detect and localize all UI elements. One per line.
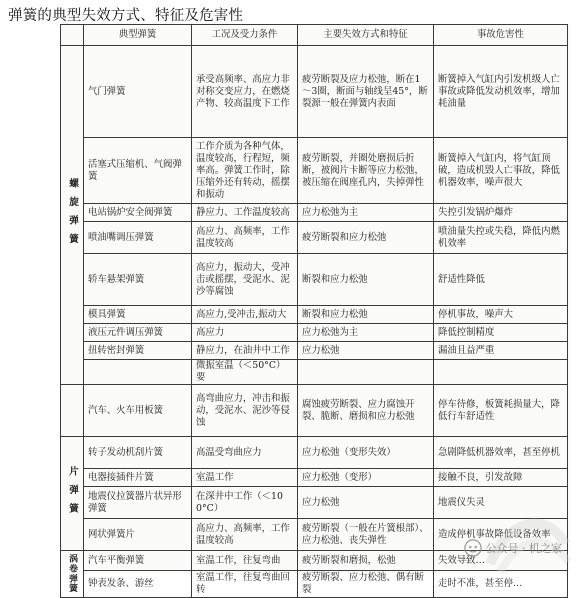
row-name: 轿车悬架弹簧: [84, 254, 192, 306]
row-hazard: 造成停机事故降低设备效率: [434, 519, 568, 551]
left-frame-line: [60, 24, 61, 574]
table-row: [61, 222, 568, 254]
page-title: 弹簧的典型失效方式、特征及危害性: [8, 8, 244, 24]
row-hazard: 断簧掉入气缸内引发机级人亡事故或降低发动机效率，增加耗油量: [434, 46, 568, 138]
row-hazard: 失控引发锅炉爆炸: [434, 204, 568, 222]
wechat-logo-icon: [464, 539, 482, 557]
row-condition: 高应力，振动大，受冲击或摇摆，受泥水、泥沙等腐蚀: [192, 254, 298, 306]
row-name: 喷油嘴调压弹簧: [84, 222, 192, 254]
row-hazard: 失效导致…: [434, 551, 568, 571]
table-row: [61, 306, 568, 324]
row-name: 扭转密封弹簧: [84, 342, 192, 360]
header-row: [61, 25, 568, 46]
group-label-leaf: [61, 385, 84, 437]
row-condition: 室温工作，往复弯曲回转: [192, 571, 298, 598]
row-hazard: 急剧降低机器效率，甚至停机: [434, 437, 568, 469]
row-name: 地震仪拉簧器片状异形弹簧: [84, 487, 192, 519]
row-name: 转子发动机刮片簧: [84, 437, 192, 469]
table-row: [61, 360, 568, 385]
row-condition: 高应力、高频率，工作温度较高: [192, 519, 298, 551]
row-failure: 断裂和应力松弛: [298, 254, 434, 306]
row-condition: 高应力,受冲击,振动大: [192, 306, 298, 324]
row-failure: [298, 360, 434, 385]
row-condition: 静应力、工作温度较高: [192, 204, 298, 222]
row-name: [84, 360, 192, 385]
row-hazard: 接触不良，引发故障: [434, 469, 568, 487]
row-failure: 疲劳断裂、应力松弛、偶有断裂: [298, 571, 434, 598]
row-condition: 高弯曲应力，冲击和振动，受泥水、泥沙等侵蚀: [192, 385, 298, 437]
row-failure: 腐蚀疲劳断裂、应力腐蚀开裂、脆断、磨损和应力松弛: [298, 385, 434, 437]
row-condition: 工作介质为各种气体，温度较高，行程短，频率高。弹簧工作时，除压缩外还有转动，摇摆和振动: [192, 138, 298, 204]
watermark-text: 公众号 · 机之家: [485, 542, 562, 555]
group-label-flat: 片弹簧: [61, 437, 84, 551]
row-condition: 高温受弯曲应力: [192, 437, 298, 469]
table-row: [61, 469, 568, 487]
table-row: [61, 254, 568, 306]
row-condition: 微振室温（＜50°C）要: [192, 360, 298, 385]
row-failure: 应力松弛（变形）: [298, 469, 434, 487]
row-condition: 静应力，在油井中工作: [192, 342, 298, 360]
watermark: [464, 536, 563, 560]
row-hazard: 断簧掉入气缸内，将气缸顶破，造成机毁人亡事故，降低机器效率，噪声很大: [434, 138, 568, 204]
row-hazard: 漏油且益严重: [434, 342, 568, 360]
row-hazard: 舒适性降低: [434, 254, 568, 306]
row-condition: 高应力、高频率，工作温度较高: [192, 222, 298, 254]
table-row: [61, 138, 568, 204]
row-hazard: [434, 360, 568, 385]
row-failure: 疲劳断裂和应力松弛: [298, 222, 434, 254]
row-hazard: 走时不准，甚至停…: [434, 571, 568, 598]
row-condition: 在深井中工作（＜100°C）: [192, 487, 298, 519]
header-hazard: 事故危害性: [434, 25, 568, 46]
row-name: 电器接插件片簧: [84, 469, 192, 487]
table-row: [61, 437, 568, 469]
row-name: 电站锅炉安全阀弹簧: [84, 204, 192, 222]
row-name: 汽车平衡弹簧: [84, 551, 192, 571]
row-name: 网状弹簧片: [84, 519, 192, 551]
row-failure: 断裂和应力松弛: [298, 306, 434, 324]
row-failure: 疲劳断裂，并圈处磨损后折断，被阀片卡断等应力松弛，被压缩在阀座孔内，失掉弹性: [298, 138, 434, 204]
row-hazard: 地震仪失灵: [434, 487, 568, 519]
row-name: 模具弹簧: [84, 306, 192, 324]
row-failure: 应力松弛为主: [298, 204, 434, 222]
row-hazard: 降低控制精度: [434, 324, 568, 342]
table-row: [61, 385, 568, 437]
row-failure: 疲劳断裂及应力松弛，断在1～3圈，断面与轴线呈45°，断裂源一般在弹簧内表面: [298, 46, 434, 138]
row-name: 汽车、火车用板簧: [84, 385, 192, 437]
row-condition: 承受高频率、高应力非对称交变应力，在燃烧产物、较高温度下工作: [192, 46, 298, 138]
row-name: 气门弹簧: [84, 46, 192, 138]
row-condition: 高应力: [192, 324, 298, 342]
header-condition: 工况及受力条件: [192, 25, 298, 46]
row-hazard: 停车待修，板簧耗损量大，降低行车舒适性: [434, 385, 568, 437]
table-row: [61, 204, 568, 222]
header-failure: 主要失效方式和特征: [298, 25, 434, 46]
table-row: [61, 342, 568, 360]
group-label-coil: 螺旋弹簧: [61, 46, 84, 385]
group-label-spiral: 涡卷弹簧: [61, 551, 84, 598]
table-scan: [60, 24, 570, 595]
row-condition: 室温工作，往复弯曲: [192, 551, 298, 571]
row-name: 液压元件调压弹簧: [84, 324, 192, 342]
row-failure: 疲劳断裂（一般在片簧根部）、应力松弛、丧失弹性: [298, 519, 434, 551]
table-row: [61, 571, 568, 598]
row-name: 钟表发条、游丝: [84, 571, 192, 598]
row-hazard: 停机事故，噪声大: [434, 306, 568, 324]
row-failure: 疲劳断裂和磨损，松弛: [298, 551, 434, 571]
table-row: [61, 324, 568, 342]
header-category: [61, 25, 84, 46]
row-failure: 应力松弛: [298, 342, 434, 360]
row-condition: 室温工作: [192, 469, 298, 487]
header-spring: 典型弹簧: [84, 25, 192, 46]
row-name: 活塞式压缩机、气阀弹簧: [84, 138, 192, 204]
row-failure: 应力松弛: [298, 487, 434, 519]
row-failure: 应力松弛（变形失效）: [298, 437, 434, 469]
row-hazard: 喷油量失控或失稳，降低内燃机效率: [434, 222, 568, 254]
table-row: [61, 46, 568, 138]
row-failure: 应力松弛为主: [298, 324, 434, 342]
